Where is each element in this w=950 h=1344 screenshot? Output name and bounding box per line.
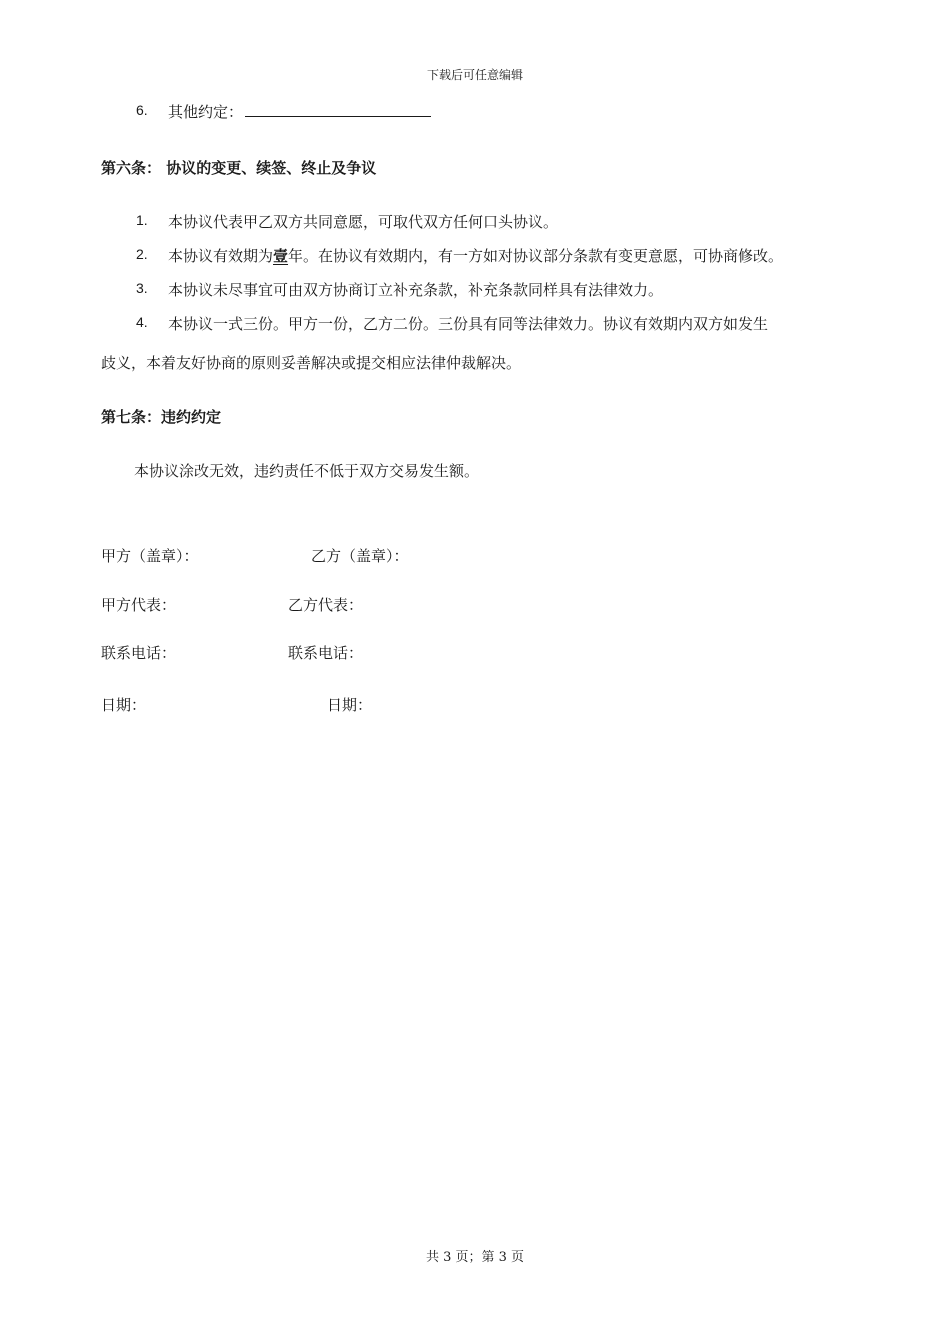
s6-item-4-number: 4. <box>136 314 148 330</box>
s6-item-2-post: 年。在协议有效期内，有一方如对协议部分条款有变更意愿，可协商修改。 <box>288 247 784 265</box>
item-6-label: 其他约定： <box>168 103 244 121</box>
agreement-term-value: 壹 <box>273 247 289 265</box>
s6-item-1-number: 1. <box>136 212 148 228</box>
section-6-title: 第六条： 协议的变更、续签、终止及争议 <box>101 159 377 177</box>
party-a-phone-label: 联系电话： <box>101 644 177 662</box>
party-b-date-label: 日期： <box>327 696 373 714</box>
party-b-rep-label: 乙方代表： <box>288 596 364 614</box>
section-7-title: 第七条：违约约定 <box>101 408 222 426</box>
s6-item-2-pre: 本协议有效期为 <box>168 247 274 265</box>
party-a-date-label: 日期： <box>101 696 147 714</box>
party-a-seal-label: 甲方（盖章）： <box>101 547 199 565</box>
fill-in-blank-line <box>245 102 431 117</box>
s6-item-1-text: 本协议代表甲乙双方共同意愿，可取代双方任何口头协议。 <box>168 213 559 231</box>
s6-item-2-text <box>168 245 783 266</box>
page-header: 下载后可任意编辑 <box>426 68 523 82</box>
page-footer: 共 3 页；第 3 页 <box>425 1250 525 1265</box>
s6-item-3-text: 本协议未尽事宜可由双方协商订立补充条款，补充条款同样具有法律效力。 <box>168 281 664 299</box>
party-b-seal-label: 乙方（盖章）： <box>311 547 409 565</box>
party-b-phone-label: 联系电话： <box>288 644 364 662</box>
item-6-number: 6. <box>136 102 148 118</box>
s6-item-4-text: 本协议一式三份。甲方一份，乙方二份。三份具有同等法律效力。协议有效期内双方如发生 <box>168 315 769 333</box>
item-6-row <box>168 101 431 122</box>
s6-item-2-number: 2. <box>136 246 148 262</box>
s6-item-4-continuation: 歧义，本着友好协商的原则妥善解决或提交相应法律仲裁解决。 <box>101 354 522 372</box>
section-7-text: 本协议涂改无效，违约责任不低于双方交易发生额。 <box>134 462 480 480</box>
s6-item-3-number: 3. <box>136 280 148 296</box>
party-a-rep-label: 甲方代表： <box>101 596 177 614</box>
